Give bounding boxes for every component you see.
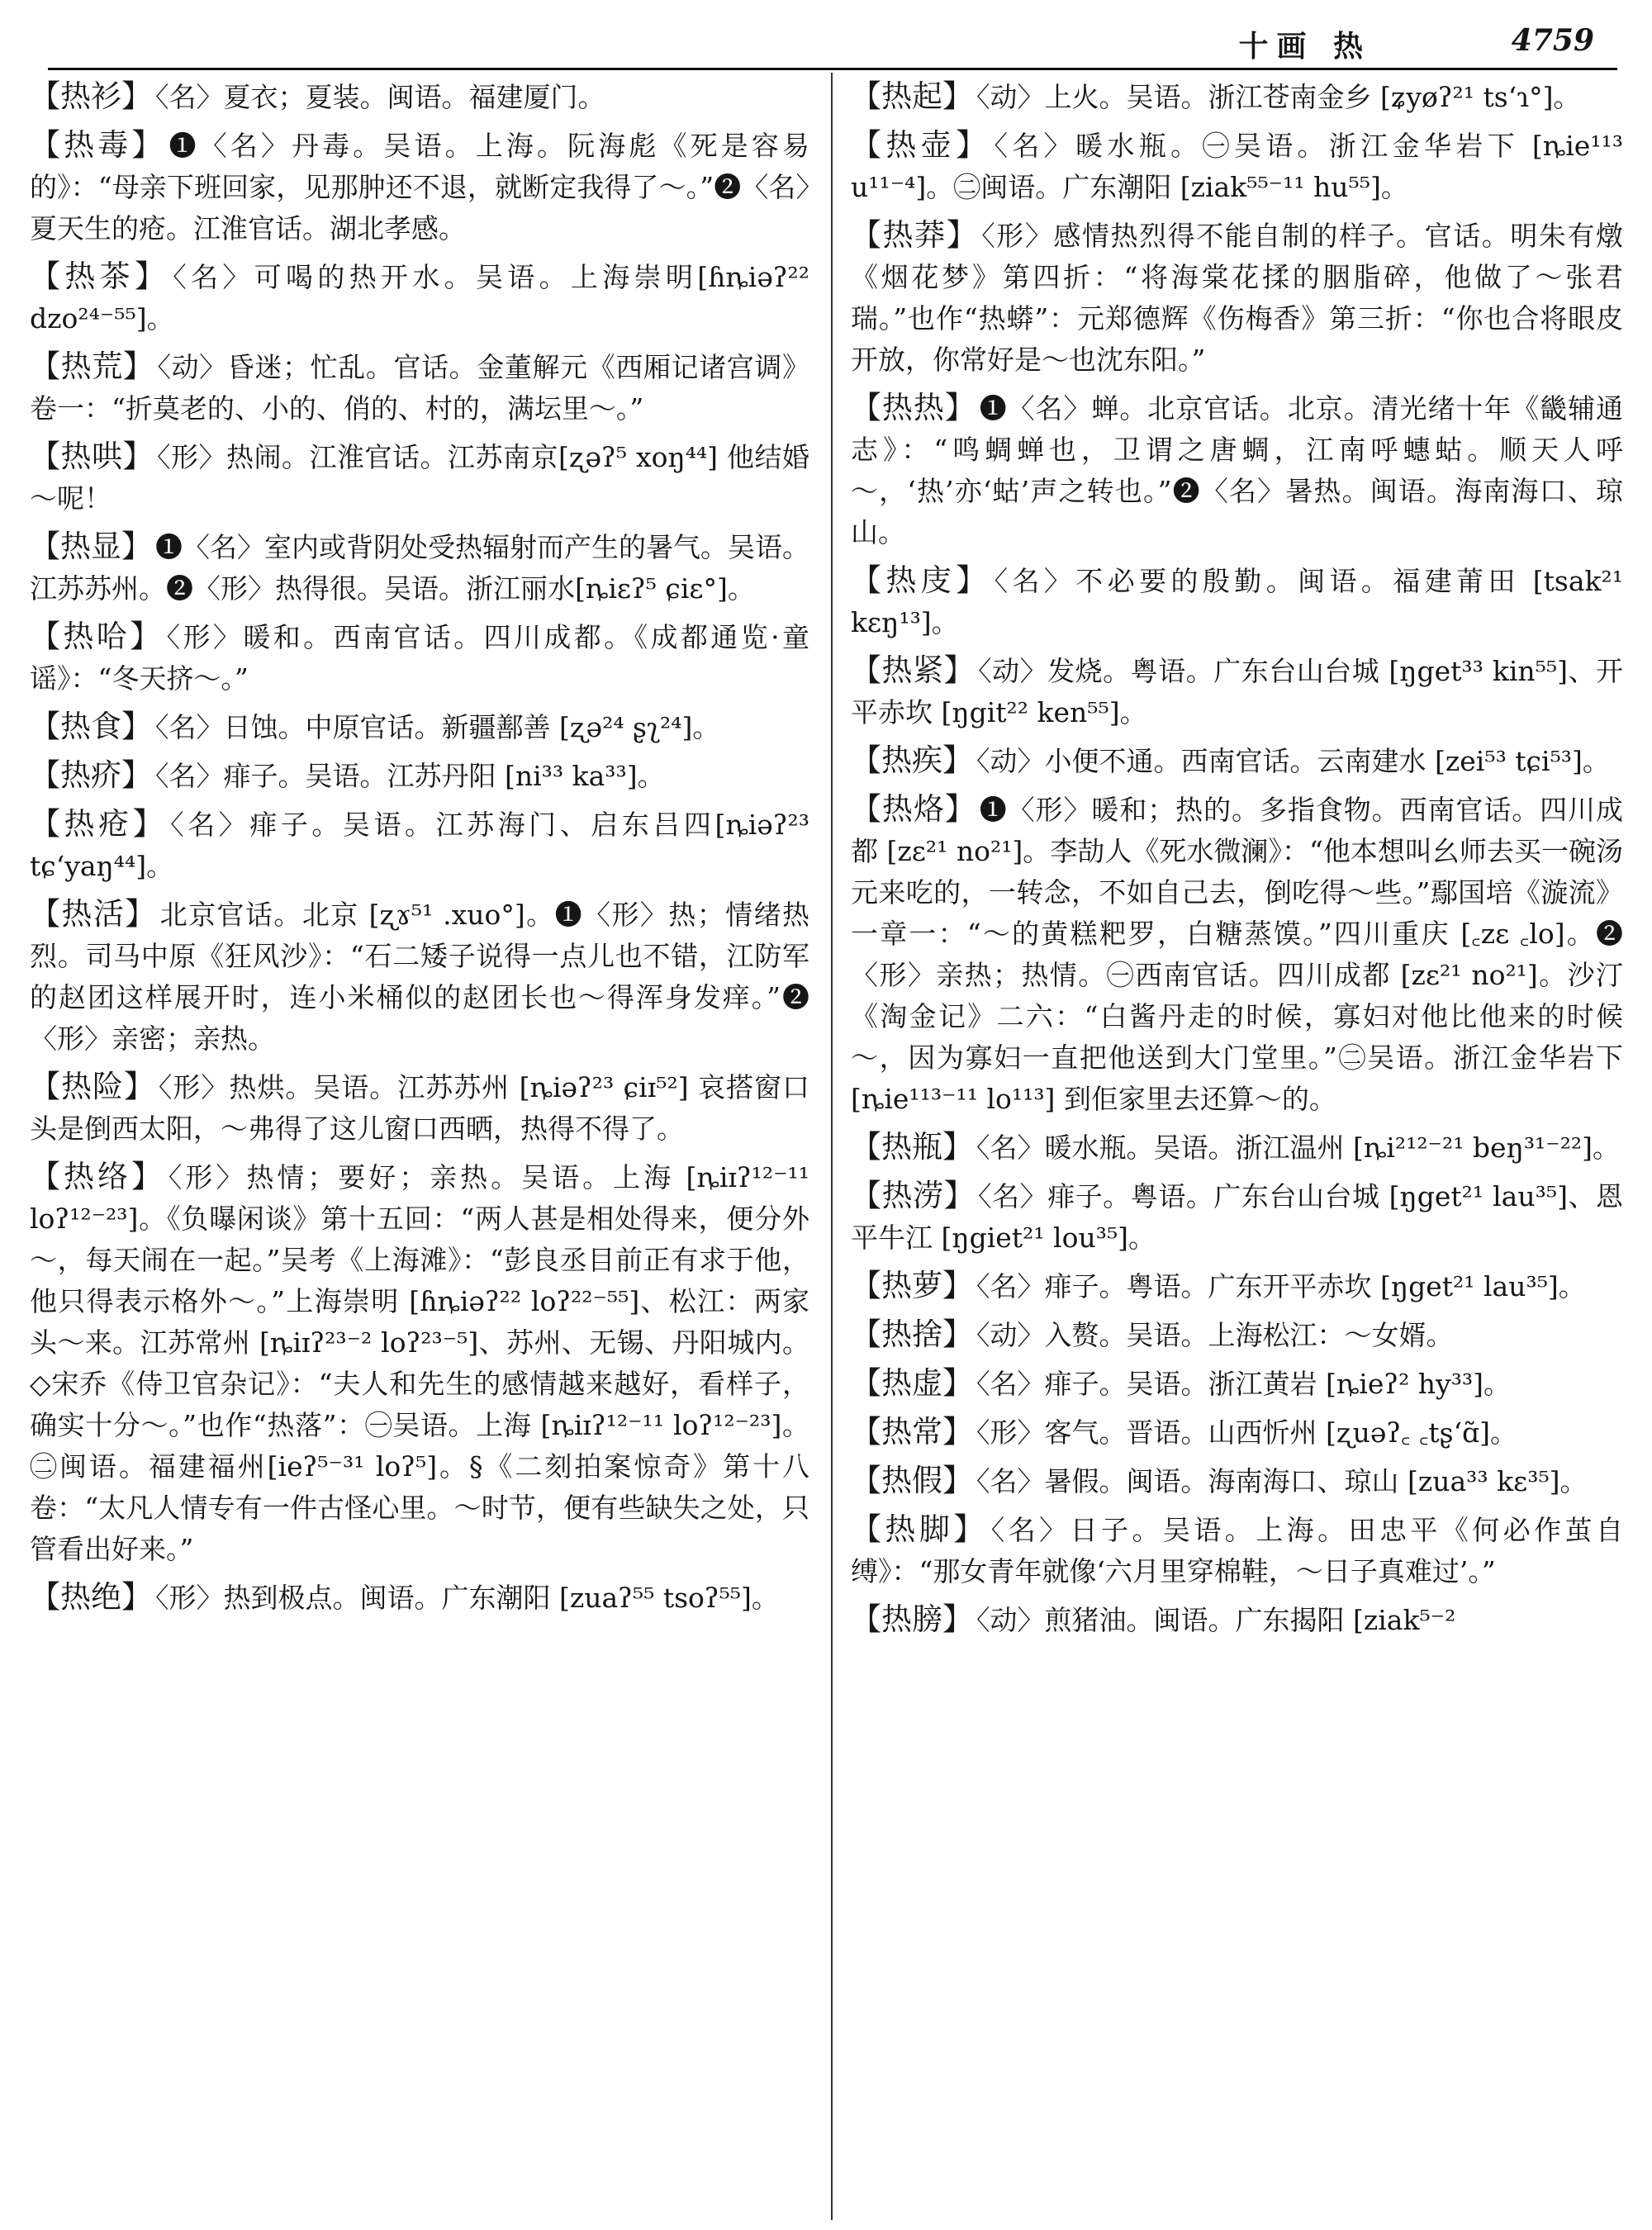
headword: 【热绝】 xyxy=(30,1579,152,1615)
definition: 〈名〉暖水瓶。㊀吴语。浙江金华岩下 [ȵie¹¹³ u¹¹⁻⁴]。㊁闽语。广东潮阳 [ziak⁵⁵⁻¹¹ hu⁵⁵]。 xyxy=(851,130,1624,203)
headword: 【热脚】 xyxy=(851,1511,988,1547)
headword: 【热显】 xyxy=(30,529,152,564)
definition: 〈动〉发烧。粤语。广东台山台城 [ŋget³³ kin⁵⁵]、开平赤坎 [ŋgit²² ken⁵⁵]。 xyxy=(851,655,1624,728)
definition: 〈名〉暖水瓶。吴语。浙江温州 [ȵi²¹²⁻²¹ beŋ³¹⁻²²]。 xyxy=(976,1132,1621,1164)
headword: 【热萝】 xyxy=(851,1268,973,1303)
headword: 【热活】 xyxy=(30,896,157,932)
dictionary-entry xyxy=(30,436,809,520)
left-column xyxy=(30,76,809,1625)
dictionary-entry xyxy=(851,1599,1623,1641)
definition: 〈名〉暑假。闽语。海南海口、琼山 [zua³³ kɛ³⁵]。 xyxy=(976,1465,1588,1497)
headword: 【热瓶】 xyxy=(851,1129,973,1165)
headword: 【热疥】 xyxy=(30,757,152,793)
definition: 〈形〉热到极点。闽语。广东潮阳 [zuaʔ⁵⁵ tsoʔ⁵⁵]。 xyxy=(155,1582,779,1614)
dictionary-entry xyxy=(30,526,809,610)
dictionary-entry xyxy=(30,1156,809,1570)
definition: 北京官话。北京 [ʐɤ⁵¹ .xuo°]。❶〈形〉热；情绪热烈。司马中原《狂风沙》：“石二矮子说得一点儿也不错，江防军的赵团这样展开时，连小米桶似的赵团长也～得浑身发痒。”❷〈形〉亲密；亲热。 xyxy=(30,899,809,1055)
definition: ❶〈名〉丹毒。吴语。上海。阮海彪《死是容易的》：“母亲下班回家，见那肿还不退，就断定我得了～。”❷〈名〉夏天生的疮。江淮官话。湖北孝感。 xyxy=(30,130,809,244)
dictionary-entry xyxy=(851,560,1623,643)
headword: 【热捨】 xyxy=(851,1317,973,1352)
definition: 〈动〉煎猪油。闽语。广东揭阳 [ziak⁵⁻² xyxy=(976,1604,1456,1636)
headword: 【热紧】 xyxy=(851,652,976,688)
column-divider xyxy=(831,73,833,2220)
dictionary-entry xyxy=(30,256,809,339)
definition: 〈名〉不必要的殷勤。闽语。福建莆田 [tsak²¹ kɛŋ¹³]。 xyxy=(851,565,1623,638)
headword: 【热庋】 xyxy=(851,562,991,598)
dictionary-entry xyxy=(851,76,1623,118)
headword: 【热壶】 xyxy=(851,127,991,163)
dictionary-entry xyxy=(851,740,1623,782)
dictionary-entry xyxy=(851,1509,1623,1592)
dictionary-entry xyxy=(30,616,809,700)
dictionary-entry xyxy=(851,125,1623,208)
definition: 〈名〉痱子。吴语。江苏丹阳 [ni³³ ka³³]。 xyxy=(155,760,665,792)
headword: 【热莽】 xyxy=(851,217,979,253)
dictionary-entry xyxy=(851,387,1623,553)
right-column xyxy=(851,76,1623,1648)
headword: 【热络】 xyxy=(30,1159,165,1194)
headword: 【热膀】 xyxy=(851,1601,973,1637)
page-number: 4759 xyxy=(1511,23,1594,58)
header-rule xyxy=(48,68,1617,70)
dictionary-entry xyxy=(851,650,1623,733)
dictionary-entry xyxy=(851,1127,1623,1169)
headword: 【热毒】 xyxy=(30,127,166,163)
page-header xyxy=(50,15,1619,63)
dictionary-entry xyxy=(851,1460,1623,1502)
definition: 〈形〉暖和。西南官话。四川成都。《成都通览·童谣》：“冬天挤～。” xyxy=(30,621,809,695)
headword: 【热常】 xyxy=(851,1414,973,1450)
headword: 【热假】 xyxy=(851,1463,973,1498)
dictionary-entry xyxy=(851,1412,1623,1454)
definition: 〈名〉可喝的热开水。吴语。上海崇明[ɦȵiəʔ²² dzo²⁴⁻⁵⁵]。 xyxy=(30,261,809,334)
dictionary-entry xyxy=(851,1265,1623,1307)
headword: 【热茶】 xyxy=(30,259,170,294)
dictionary-entry xyxy=(30,76,809,118)
headword: 【热虚】 xyxy=(851,1365,973,1401)
definition: 〈动〉入赘。吴语。上海松江：～女婿。 xyxy=(976,1319,1454,1351)
headword: 【热衫】 xyxy=(30,78,152,114)
dictionary-entry xyxy=(851,1314,1623,1356)
definition: 〈名〉痱子。吴语。浙江黄岩 [ȵieʔ² hy³³]。 xyxy=(976,1368,1512,1400)
dictionary-entry xyxy=(30,804,809,887)
definition: 〈名〉痱子。粤语。广东开平赤坎 [ŋget²¹ lau³⁵]。 xyxy=(976,1270,1586,1302)
dictionary-entry xyxy=(851,1363,1623,1405)
definition: 〈动〉昏迷；忙乱。官话。金董解元《西厢记诸宫调》卷一：“折莫老的、小的、俏的、村的，满坛里～。” xyxy=(30,351,810,425)
dictionary-entry xyxy=(851,789,1623,1120)
definition: 〈名〉痱子。吴语。江苏海门、启东吕四[ȵiəʔ²³ tɕʻyaŋ⁴⁴]。 xyxy=(30,809,809,882)
dictionary-entry xyxy=(30,706,809,748)
headword: 【热疾】 xyxy=(851,743,973,778)
definition: 〈形〉热闹。江淮官话。江苏南京[ʐəʔ⁵ xoŋ⁴⁴] 他结婚～呢！ xyxy=(30,441,810,515)
headword: 【热哄】 xyxy=(30,439,154,474)
headword: 【热热】 xyxy=(851,390,976,425)
definition: 〈形〉热烘。吴语。江苏苏州 [ȵiəʔ²³ ɕiɪ⁵²] 哀搭窗口头是倒西太阳，～弗得了这儿窗口西晒，热得不得了。 xyxy=(30,1071,809,1145)
definition: 〈名〉夏衣；夏装。闽语。福建厦门。 xyxy=(155,81,605,113)
headword: 【热食】 xyxy=(30,709,152,744)
dictionary-entry xyxy=(851,215,1623,381)
headword: 【热荒】 xyxy=(30,349,154,384)
dictionary-entry xyxy=(30,755,809,797)
dictionary-entry xyxy=(851,1175,1623,1259)
definition: 〈动〉小便不通。西南官话。云南建水 [zei⁵³ tɕi⁵³]。 xyxy=(976,745,1610,777)
headword: 【热烙】 xyxy=(851,791,976,827)
section-heading: 十画 热 xyxy=(1238,29,1371,64)
definition: 〈名〉日蚀。中原官话。新疆鄯善 [ʐə²⁴ ʂʅ²⁴]。 xyxy=(155,711,720,743)
dictionary-entry xyxy=(30,1066,809,1150)
headword: 【热涝】 xyxy=(851,1178,976,1213)
headword: 【热哈】 xyxy=(30,619,164,654)
definition: ❶〈名〉室内或背阴处受热辐射而产生的暑气。吴语。江苏苏州。❷〈形〉热得很。吴语。浙江丽水[ȵiɛʔ⁵ ɕiɛ°]。 xyxy=(30,531,809,605)
dictionary-entry xyxy=(30,894,809,1060)
dictionary-entry xyxy=(30,125,809,249)
definition: 〈名〉痱子。粤语。广东台山台城 [ŋget²¹ lau³⁵]、恩平牛江 [ŋgiet²¹ lou³⁵]。 xyxy=(851,1180,1624,1254)
headword: 【热险】 xyxy=(30,1069,155,1104)
dictionary-entry xyxy=(30,1577,809,1619)
dictionary-entry xyxy=(30,346,809,429)
headword: 【热疮】 xyxy=(30,806,168,842)
definition: 〈形〉热情；要好；亲热。吴语。上海 [ȵiɪʔ¹²⁻¹¹ loʔ¹²⁻²³]。《负曝闲谈》第十五回：“两人甚是相处得来，便分外～，每天闹在一起。”吴考《上海滩》：“彭良丞目前正有求于他，他只得表示格外～。”上海崇明 [ɦȵiəʔ²² loʔ²²⁻⁵⁵]、松江：两家头～来。江苏常州 [ȵiɪʔ²³⁻² loʔ²³⁻⁵]、苏州、无锡、丹阳城内。◇宋乔《侍卫官杂记》：“夫人和先生的感情越来越好，看样子，确实十分～。”也作“热落”：㊀吴语。上海 [ȵiɪʔ¹²⁻¹¹ loʔ¹²⁻²³]。㊁闽语。福建福州[ieʔ⁵⁻³¹ loʔ⁵]。§《二刻拍案惊奇》第十八卷：“太凡人情专有一件古怪心里。～时节，便有些缺失之处，只管看出好来。” xyxy=(30,1161,809,1565)
definition: 〈动〉上火。吴语。浙江苍南金乡 [ʑyøʔ²¹ tsʻɿ°]。 xyxy=(976,81,1581,113)
definition: ❶〈形〉暖和；热的。多指食物。西南官话。四川成都 [zɛ²¹ no²¹]。李劼人《死水微澜》：“他本想叫幺师去买一碗汤元来吃的，一转念，不如自己去，倒吃得～些。”鄢国培《漩流》一章一：“～的黄糕粑罗，白糖蒸馍。”四川重庆 [꜀zɛ ꜀lo]。❷〈形〉亲热；热情。㊀西南官话。四川成都 [zɛ²¹ no²¹]。沙汀《淘金记》二六：“白酱丹走的时候，寡妇对他比他来的时候～，因为寡妇一直把他送到大门堂里。”㊁吴语。浙江金华岩下 [ȵie¹¹³⁻¹¹ lo¹¹³] 到佢家里去还算～的。 xyxy=(851,794,1624,1115)
definition: 〈名〉日子。吴语。上海。田忠平《何必作茧自缚》：“那女青年就像‘六月里穿棉鞋，～日子真难过’。” xyxy=(851,1514,1623,1587)
definition: 〈形〉感情热烈得不能自制的样子。官话。明朱有燉《烟花梦》第四折：“将海棠花揉的胭脂碎，他做了～张君瑞。”也作“热蟒”：元郑德辉《伤梅香》第三折：“你也合将眼皮开放，你常好是～也沈东阳。” xyxy=(851,220,1624,376)
definition: 〈形〉客气。晋语。山西忻州 [ʐuəʔ꜀ ꜀tʂʻɑ̃]。 xyxy=(976,1416,1518,1449)
headword: 【热起】 xyxy=(851,78,973,114)
definition: ❶〈名〉蝉。北京官话。北京。清光绪十年《畿辅通志》：“鸣蜩蝉也，卫谓之唐蜩，江南呼蟪蛄。顺天人呼～，‘热’亦‘蛄’声之转也。”❷〈名〉暑热。闽语。海南海口、琼山。 xyxy=(851,392,1624,548)
